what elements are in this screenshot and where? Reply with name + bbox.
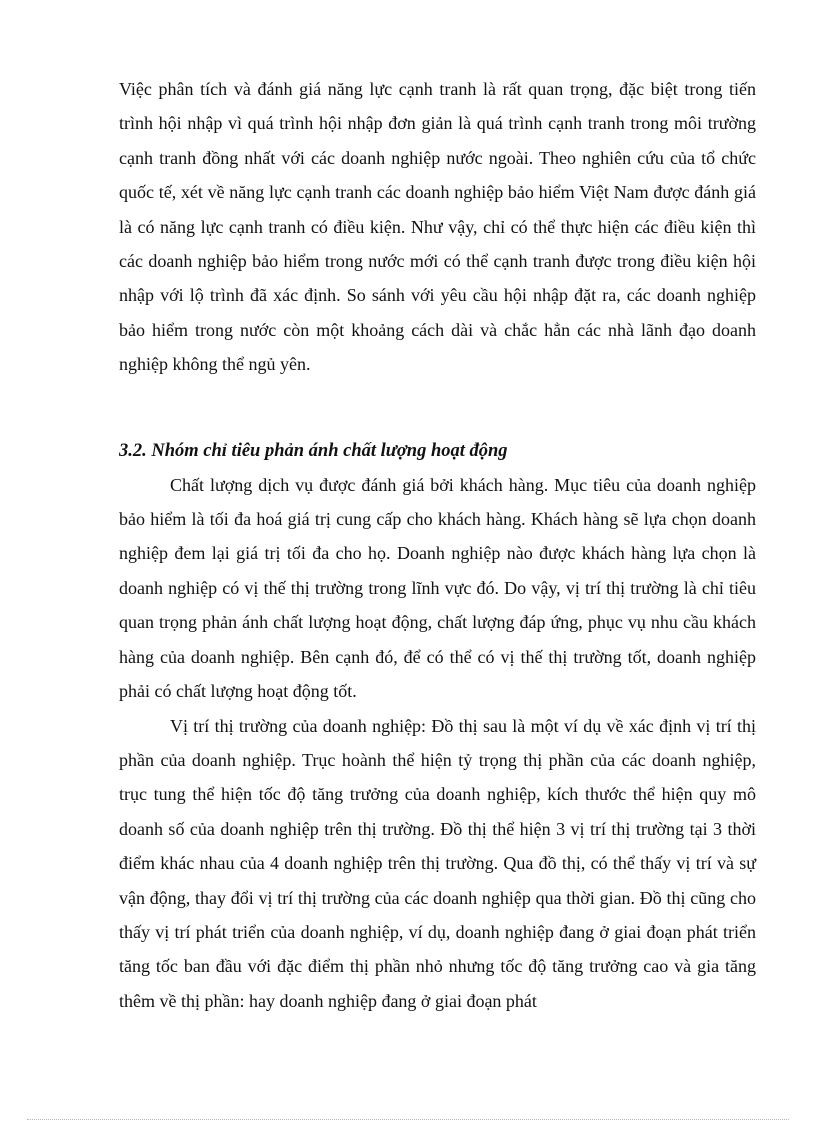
intro-paragraph: Việc phân tích và đánh giá năng lực cạnh tranh là rất quan trọng, đặc biệt trong tiến trình hội nhập vì quá trình hội nhập đơn giản là quá trình cạnh tranh trong môi trường cạnh tranh đồng nhất với các doanh nghiệp nước ngoài. Theo nghiên cứu của tổ chức quốc tế, xét về năng lực cạnh tranh các doanh nghiệp bảo hiểm Việt Nam được đánh giá là có năng lực cạnh tranh có điều kiện. Như vậy, chỉ có thể thực hiện các điều kiện thì các doanh nghiệp bảo hiểm trong nước mới có thể cạnh tranh được trong điều kiện hội nhập với lộ trình đã xác định. So sánh với yêu cầu hội nhập đặt ra, các doanh nghiệp bảo hiểm trong nước còn một khoảng cách dài và chắc hẳn các nhà lãnh đạo doanh nghiệp không thể ngủ yên. [119, 79, 756, 375]
page-bottom-divider [27, 1119, 789, 1120]
page-content [119, 72, 756, 1018]
quality-paragraph: Chất lượng dịch vụ được đánh giá bởi khách hàng. Mục tiêu của doanh nghiệp bảo hiểm là tối đa hoá giá trị cung cấp cho khách hàng. Khách hàng sẽ lựa chọn doanh nghiệp đem lại giá trị tối đa cho họ. Doanh nghiệp nào được khách hàng lựa chọn là doanh nghiệp có vị thế thị trường trong lĩnh vực đó. Do vậy, vị trí thị trường là chỉ tiêu quan trọng phản ánh chất lượng hoạt động, chất lượng đáp ứng, phục vụ nhu cầu khách hàng của doanh nghiệp. Bên cạnh đó, để có thể có vị thế thị trường tốt, doanh nghiệp phải có chất lượng hoạt động tốt. [119, 474, 756, 702]
market-position-paragraph: Vị trí thị trường của doanh nghiệp: Đồ thị sau là một ví dụ về xác định vị trí thị phần của doanh nghiệp. Trục hoành thể hiện tỷ trọng thị phần của các doanh nghiệp, trục tung thể hiện tốc độ tăng trưởng của doanh nghiệp, kích thước thể hiện quy mô doanh số của doanh nghiệp trên thị trường. Đồ thị thể hiện 3 vị trí thị trường tại 3 thời điểm khác nhau của 4 doanh nghiệp trên thị trường. Qua đồ thị, có thể thấy vị trí và sự vận động, thay đổi vị trí thị trường của các doanh nghiệp qua thời gian. Đồ thị cũng cho thấy vị trí phát triển của doanh nghiệp, ví dụ, doanh nghiệp đang ở giai đoạn phát triển tăng tốc ban đầu với đặc điểm thị phần nhỏ nhưng tốc độ tăng trưởng cao và gia tăng thêm về thị phần: hay doanh nghiệp đang ở giai đoạn phát [119, 715, 756, 1011]
section-heading: 3.2. Nhóm chỉ tiêu phản ánh chất lượng hoạt động [119, 440, 508, 461]
